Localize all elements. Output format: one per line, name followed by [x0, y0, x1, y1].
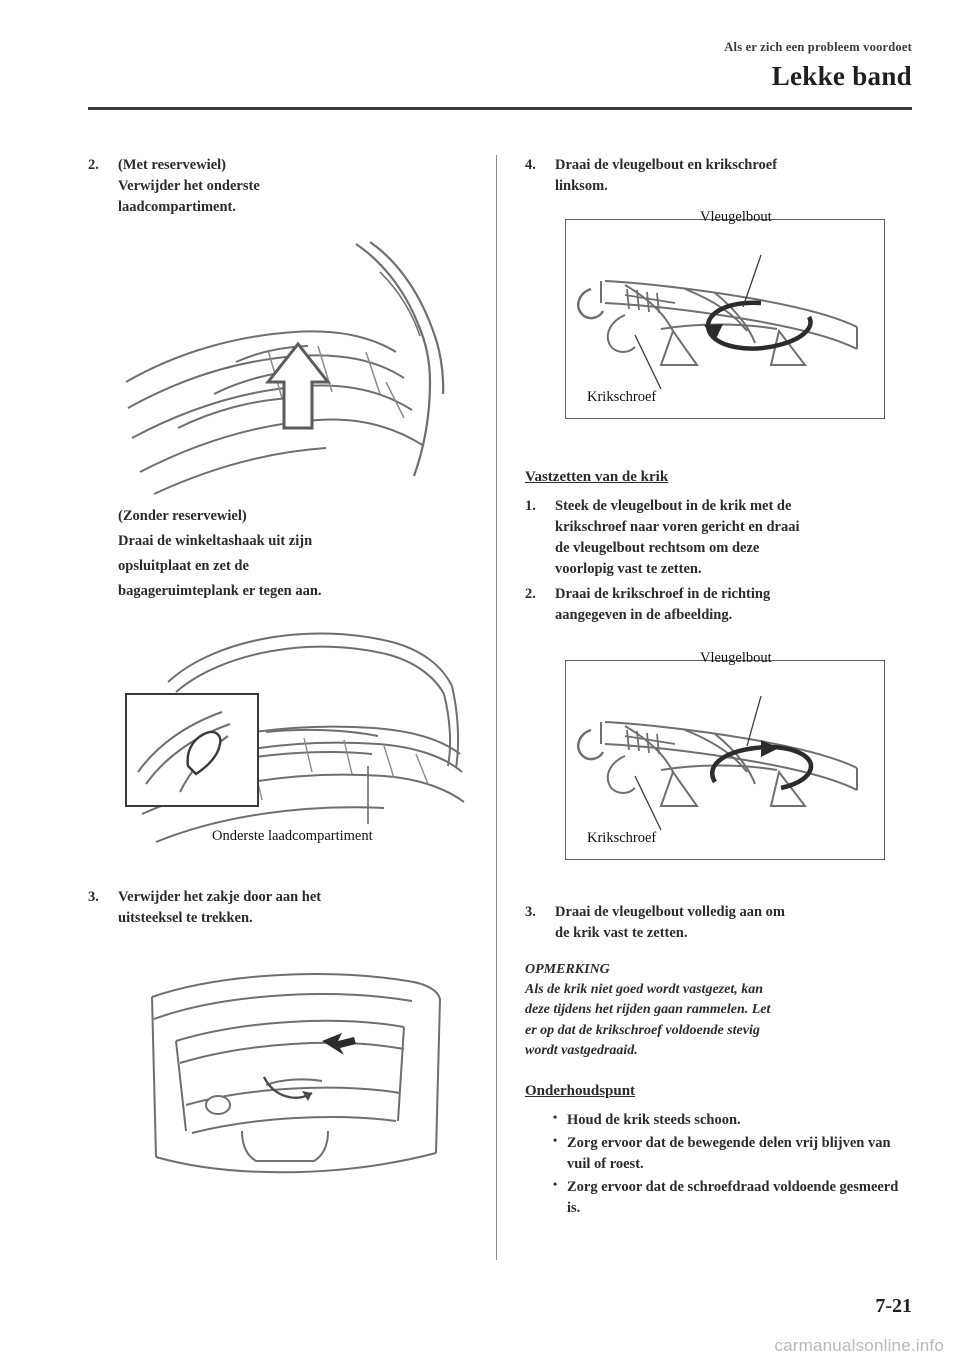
- header-kicker: Als er zich een probleem voordoet: [724, 40, 912, 54]
- figure-trunk-lower-compartment: [118, 232, 468, 502]
- label-jack-screw-bottom-2: Krikschroef: [587, 830, 657, 847]
- secure-step-1: [525, 496, 905, 580]
- figure-cargo-illustration: [116, 616, 466, 861]
- left-column: [88, 155, 468, 1190]
- figure-trunk-illustration: [118, 232, 463, 502]
- page-number: 7-21: [875, 1295, 912, 1317]
- figure-cargo-area: [116, 616, 468, 861]
- figure-cargo-caption: Onderste laadcompartiment: [212, 828, 373, 845]
- step-4-number: 4.: [525, 157, 536, 173]
- note-line-3: er op dat de krikschroef voldoende stevig: [525, 1022, 760, 1038]
- step-3-number: 3.: [88, 889, 99, 906]
- step-2-number: 2.: [88, 157, 99, 173]
- step-4: [525, 155, 905, 197]
- secure-step-3-line-2: de krik vast te zetten.: [555, 925, 688, 942]
- step-3: [88, 887, 468, 929]
- step-2-line-2: Verwijder het onderste: [118, 178, 260, 195]
- step-2-line-3: laadcompartiment.: [118, 199, 236, 216]
- without-spare-line-1: (Zonder reservewiel): [118, 508, 247, 525]
- secure-step-1-body: [555, 496, 905, 580]
- maintenance-bullet-3: • Zorg ervoor dat de schroefdraad voldoende gesmeerd is.: [553, 1177, 905, 1219]
- note-line-4: wordt vastgedraaid.: [525, 1043, 638, 1059]
- step-2-body: [118, 155, 468, 218]
- maintenance-bullet-2: • Zorg ervoor dat de bewegende delen vrij blijven van vuil of roest.: [553, 1133, 905, 1175]
- step-2: [88, 155, 468, 218]
- figure-jack-clockwise: [565, 650, 905, 860]
- without-spare-line-4: bagageruimteplank er tegen aan.: [118, 583, 322, 600]
- label-wing-bolt-top-2: Vleugelbout: [700, 650, 772, 667]
- secure-step-3: [525, 902, 905, 944]
- without-spare-line-2: Draai de winkeltashaak uit zijn: [118, 533, 313, 550]
- secure-step-3-line-1: Draai de vleugelbout volledig aan om: [555, 904, 785, 921]
- secure-step-1-line-2: krikschroef naar voren gericht en draai: [555, 519, 800, 536]
- column-divider: [496, 155, 497, 1260]
- secure-step-1-line-3: de vleugelbout rechtsom om deze: [555, 540, 760, 557]
- header-divider: [88, 107, 912, 110]
- step-2-line-1: (Met reservewiel): [118, 157, 227, 173]
- compartment-knob-icon: [206, 1096, 230, 1114]
- subhead-maintenance: Onderhoudspunt: [525, 1083, 636, 1100]
- secure-step-2-line-1: Draai de krikschroef in de richting: [555, 586, 771, 603]
- maintenance-bullet-list: [525, 1110, 905, 1219]
- figure-pouch-illustration: [146, 945, 446, 1190]
- figure-jack-counterclockwise: [565, 209, 905, 419]
- note-line-2: deze tijdens het rijden gaan rammelen. Let: [525, 1002, 771, 1018]
- secure-step-1-number: 1.: [525, 498, 536, 515]
- page-title: Lekke band: [771, 61, 912, 91]
- step-3-body: [118, 887, 468, 929]
- secure-step-3-number: 3.: [525, 904, 536, 921]
- watermark: carmanualsonline.info: [774, 1336, 944, 1355]
- note-line-1: Als de krik niet goed wordt vastgezet, kan: [525, 982, 763, 998]
- label-jack-screw-bottom: Krikschroef: [587, 389, 657, 406]
- figure-pouch-compartment: [146, 945, 468, 1190]
- secure-step-2: [525, 584, 905, 626]
- step-4-body: [555, 155, 905, 197]
- step-4-line-2: linksom.: [555, 178, 608, 195]
- secure-step-2-number: 2.: [525, 586, 536, 603]
- right-column: [525, 155, 905, 1221]
- step-3-line-1: Verwijder het zakje door aan het: [118, 889, 322, 906]
- step-4-line-1: Draai de vleugelbout en krikschroef: [555, 157, 778, 173]
- page-header: [724, 40, 912, 92]
- secure-step-3-body: [555, 902, 905, 944]
- note-label: OPMERKING: [525, 962, 610, 978]
- label-wing-bolt-top: Vleugelbout: [700, 209, 772, 226]
- secure-step-2-body: [555, 584, 905, 626]
- subhead-secure-jack: Vastzetten van de krik: [525, 469, 669, 486]
- maintenance-bullet-1: • Houd de krik steeds schoon.: [553, 1110, 905, 1131]
- step-3-line-2: uitsteeksel te trekken.: [118, 910, 253, 927]
- without-spare-line-3: opsluitplaat en zet de: [118, 558, 249, 575]
- secure-step-1-line-4: voorlopig vast te zetten.: [555, 561, 702, 578]
- secure-step-1-line-1: Steek de vleugelbout in de krik met de: [555, 498, 792, 515]
- secure-step-2-line-2: aangegeven in de afbeelding.: [555, 607, 733, 624]
